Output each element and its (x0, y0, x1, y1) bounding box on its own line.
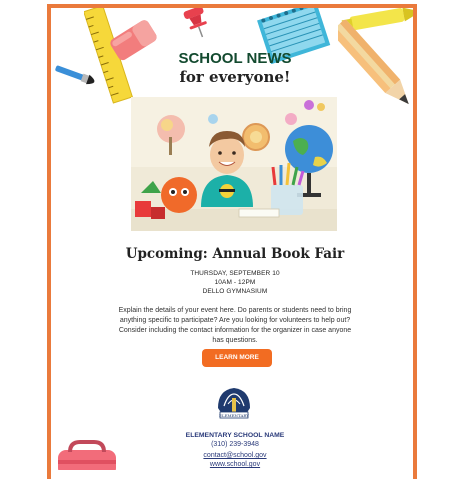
school-logo (212, 384, 256, 424)
school-name: ELEMENTARY SCHOOL NAME (185, 432, 285, 439)
event-heading: Upcoming: Annual Book Fair (125, 246, 345, 262)
newsletter-subtitle: for everyone! (179, 68, 291, 86)
logo-text: ELEMENTARY (219, 412, 249, 418)
classroom-photo (131, 97, 337, 231)
event-time: 10AM - 12PM (214, 279, 256, 286)
school-email-link[interactable]: contact@school.gov (203, 452, 267, 459)
school-website-link[interactable]: www.school.gov (209, 461, 261, 468)
school-phone: (310) 239-3948 (211, 441, 259, 448)
event-date: THURSDAY, SEPTEMBER 10 (190, 270, 280, 277)
newsletter-title: SCHOOL NEWS (178, 50, 292, 67)
event-description: Explain the details of your event here. Do parents or students need to bring anything specific to participate? Are you looking for volunteers to help out? Consider including the contact information for the organizer in case anyone has questions. (118, 307, 352, 344)
event-location: DELLO GYMNASIUM (202, 288, 268, 295)
learn-more-button[interactable]: LEARN MORE (202, 349, 272, 367)
